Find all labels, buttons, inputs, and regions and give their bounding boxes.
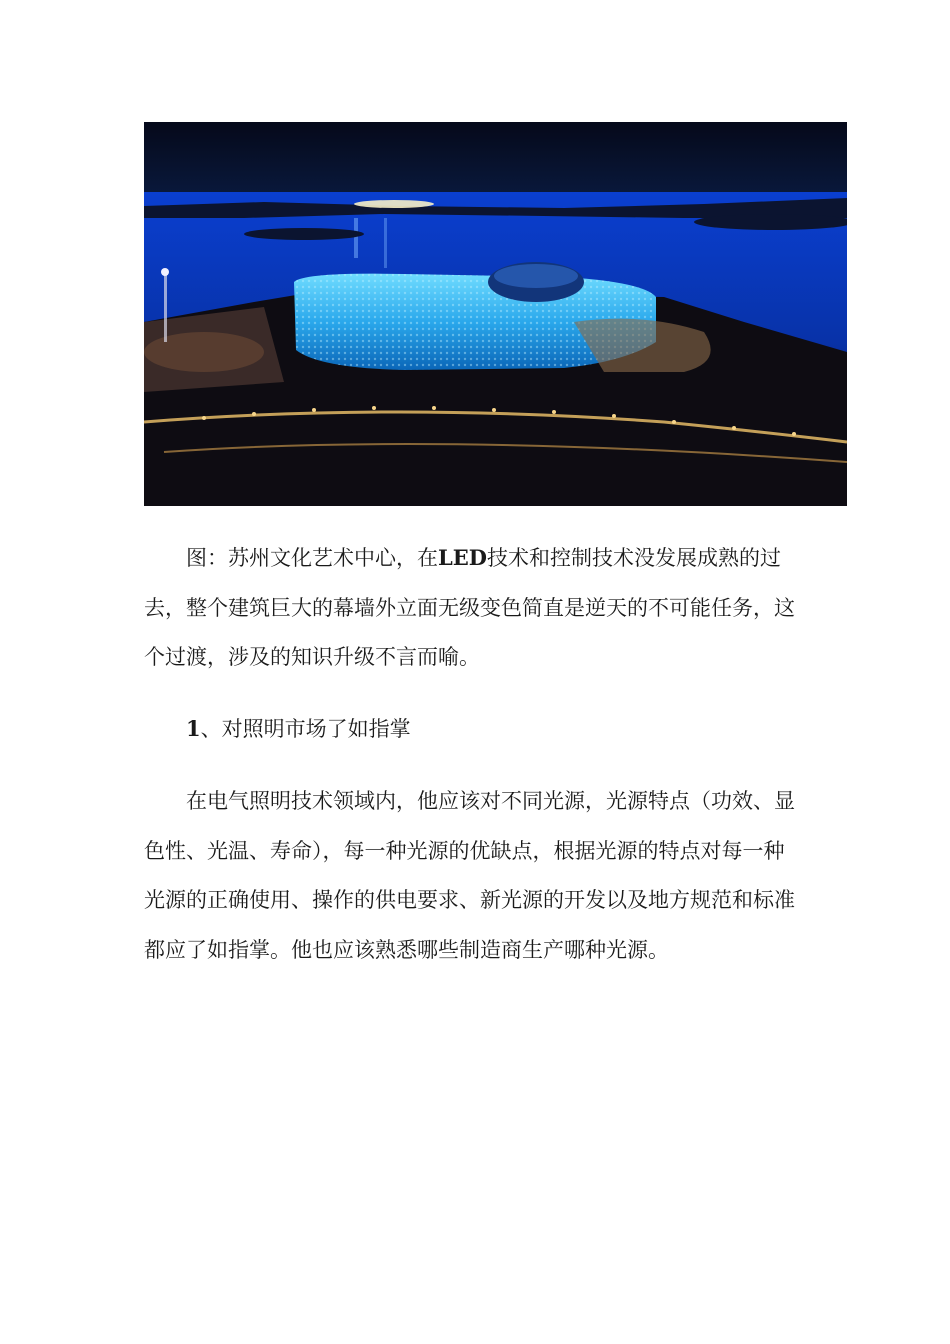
body-line-2: 色性、光温、寿命），每一种光源的优缺点，根据光源的特点对每一种 (144, 838, 785, 863)
building-photo (144, 122, 847, 506)
building-photo-illustration (144, 122, 847, 506)
body-line-3: 光源的正确使用、操作的供电要求、新光源的开发以及地方规范和标准 (144, 888, 795, 912)
caption-line-2: 去，整个建筑巨大的幕墙外立面无级变色简直是逆天的不可能任务，这 (144, 595, 795, 620)
body-line-4: 都应了如指掌。他也应该熟悉哪些制造商生产哪种光源。 (144, 937, 669, 962)
photo-caption (144, 533, 808, 683)
body-paragraph (144, 777, 808, 975)
caption-line-1: 图：苏州文化艺术中心，在LED技术和控制技术没发展成熟的过 (186, 545, 781, 570)
section-title: 、对照明市场了如指掌 (200, 717, 411, 741)
section-number: 1 (186, 716, 201, 741)
body-line-1: 在电气照明技术领域内，他应该对不同光源，光源特点（功效、显 (186, 789, 795, 813)
caption-bold-term: LED (438, 545, 487, 570)
section-heading (144, 704, 808, 755)
caption-line-3: 个过渡，涉及的知识升级不言而喻。 (144, 645, 480, 669)
